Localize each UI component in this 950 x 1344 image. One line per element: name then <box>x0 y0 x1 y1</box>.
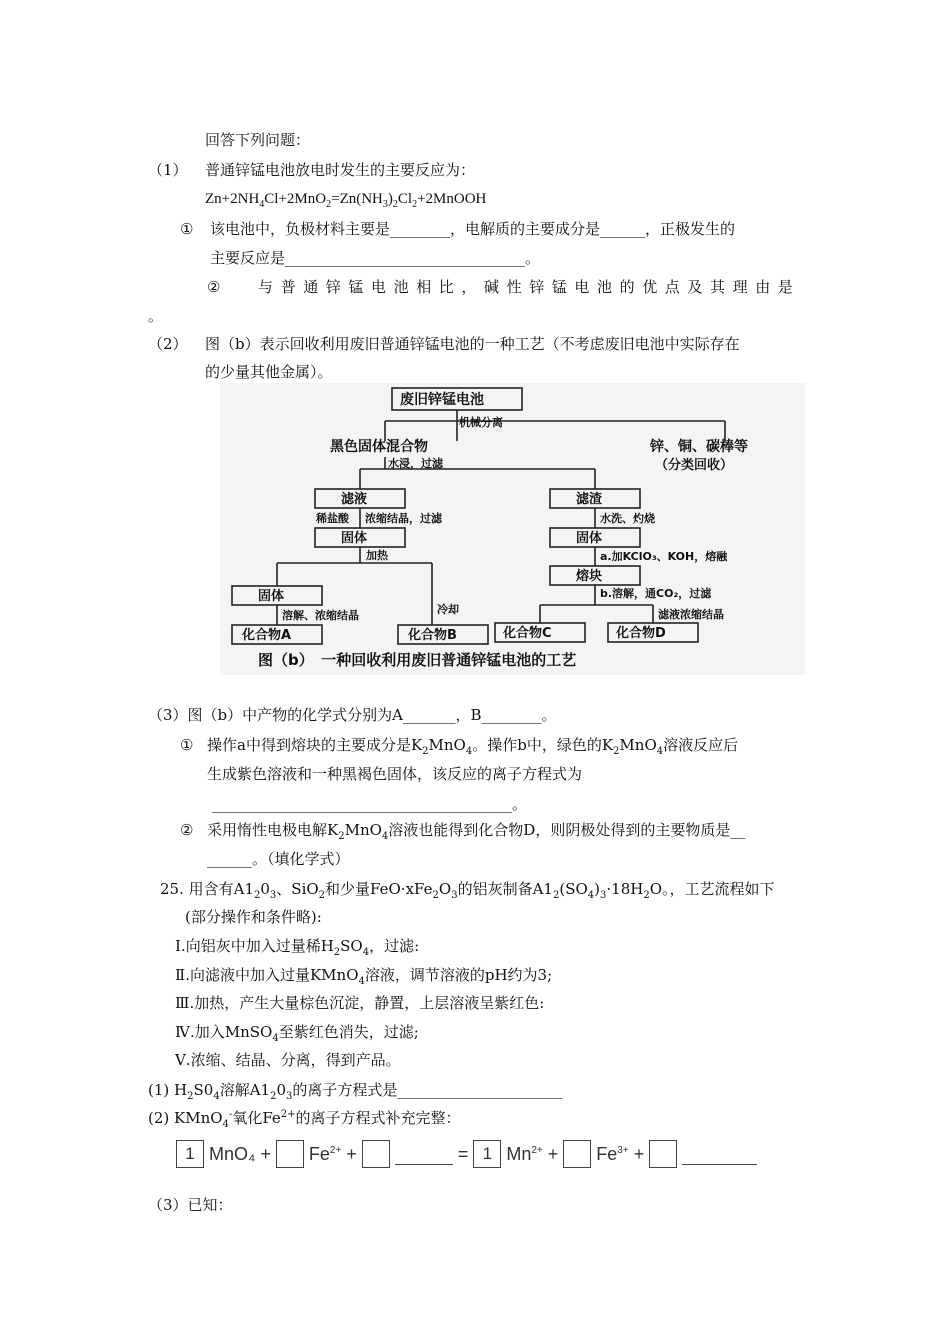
q25-step4: Ⅳ.加入MnSO$_4$至紫红色消失，过滤; <box>175 1023 419 1044</box>
flow-step-cool: 冷却 <box>437 603 459 616</box>
q25-stem: 25. 用含有$A1_20_3$、SiO$_2$和少量$FeO\cdot xFe_2O_3$的铝灰制备$A1_2(SO_4)_3\cdot 18H_2O$。，工艺流程如下 <box>160 880 775 901</box>
q3-s1-line3: ________________________________________。 <box>212 795 528 813</box>
flow-step-wash: 水洗、灼烧 <box>600 512 655 525</box>
flow-step-b: b.溶解，通CO₂，过滤 <box>600 587 712 600</box>
flow-melt: 熔块 <box>576 569 603 584</box>
q25-step3: Ⅲ.加热，产生大量棕色沉淀，静置，上层溶液呈紫红色: <box>175 994 545 1012</box>
q3-s2-line1: 采用惰性电极电解$K_2MnO_4$溶液也能得到化合物D，则阴极处得到的主要物质是__ <box>207 821 746 842</box>
intro-text: 回答下列问题： <box>205 131 311 149</box>
q3-line: （3）图（b）中产物的化学式分别为A_______，B________。 <box>148 706 557 724</box>
flow-residue: 滤渣 <box>576 492 603 507</box>
flow-step-soak: 水浸，过滤 <box>388 457 443 470</box>
process-flow-diagram <box>220 383 805 675</box>
q2-line2: 的少量其他金属）。 <box>205 363 333 381</box>
q25-part2: (2) KMnO$_4$-氧化$Fe^{2+}$的离子方程式补充完整： <box>148 1109 461 1130</box>
flow-step-mech: 机械分离 <box>459 416 503 429</box>
coefficient-box-blank1[interactable] <box>362 1140 390 1168</box>
plus-sign: + <box>346 1143 357 1164</box>
fe3-formula: $Fe^{3+}$ <box>596 1143 629 1164</box>
q25-step1: Ⅰ.向铝灰中加入过量稀$H_2SO_4$，过滤: <box>175 937 420 958</box>
q1-equation: $Zn+2NH_4Cl+2MnO_2=Zn(NH_3)_2Cl_2+2MnOOH$ <box>205 191 487 210</box>
q3-s1-line1: 操作a中得到熔块的主要成分是$K_2MnO_4$。操作b中，绿色的$K_2MnO_4$溶液反应后 <box>207 736 739 757</box>
flow-step-hcl: 稀盐酸 <box>316 512 349 525</box>
flow-top: 废旧锌锰电池 <box>400 392 484 408</box>
q1-number: （1） <box>148 161 188 179</box>
q25-step2: Ⅱ.向滤液中加入过量KMnO$_4$溶液，调节溶液的pH约为3; <box>175 966 553 987</box>
flow-step-heat: 加热 <box>366 549 388 562</box>
flow-step-dissolve: 溶解、浓缩结晶 <box>282 609 359 622</box>
coefficient-box-mn2: 1 <box>473 1140 501 1168</box>
flow-side-recycle2: （分类回收） <box>655 458 734 473</box>
coefficient-box-blank2[interactable] <box>649 1140 677 1168</box>
q2-line1: 图（b）表示回收利用废旧普通锌锰电池的一种工艺（不考虑废旧电池中实际存在 <box>205 335 740 353</box>
coefficient-box-fe3[interactable] <box>563 1140 591 1168</box>
flow-step-filtrate-conc: 滤液浓缩结晶 <box>658 608 724 621</box>
ionic-equation <box>176 1137 776 1171</box>
q3-s2-marker: ② <box>180 821 194 839</box>
flow-step-a: a.加KClO₃、KOH，熔融 <box>600 550 728 563</box>
q1-sub1-line1: 该电池中，负极材料主要是________，电解质的主要成分是______，正极发生的 <box>210 220 736 238</box>
flow-solid-r: 固体 <box>576 531 603 546</box>
q1-sub1-marker: ① <box>180 220 194 238</box>
flow-black-mix: 黑色固体混合物 <box>330 439 428 455</box>
q1-sub2-text: 与普通锌锰电池相比，碱性锌锰电池的优点及其理由是 <box>258 278 801 296</box>
flow-step-conc: 浓缩结晶，过滤 <box>365 512 442 525</box>
blank-species-1[interactable] <box>395 1144 453 1165</box>
flow-side-recycle: 锌、铜、碳棒等 <box>650 439 748 455</box>
mno4-formula: MnO₄ <box>209 1143 256 1164</box>
mn2-formula: $Mn^{2+}$ <box>506 1143 543 1164</box>
plus-sign: + <box>633 1143 645 1164</box>
plus-sign: + <box>547 1143 559 1164</box>
q25-step5: Ⅴ.浓缩、结晶、分离，得到产品。 <box>175 1051 401 1069</box>
flow-compound-a: 化合物A <box>242 628 292 643</box>
q2-number: （2） <box>148 335 188 353</box>
flow-filtrate: 滤液 <box>341 492 368 507</box>
q1-sub2-marker: ② <box>207 278 221 296</box>
flow-solid-l: 固体 <box>341 531 368 546</box>
coefficient-box-mno4: 1 <box>176 1140 204 1168</box>
flow-compound-d: 化合物D <box>616 626 666 641</box>
fe2-formula: $Fe^{2+}$ <box>308 1143 342 1164</box>
coefficient-box-fe2[interactable] <box>276 1140 304 1168</box>
q25-line2: (部分操作和条件略): <box>185 908 322 926</box>
q25-part3: （3）已知： <box>148 1196 233 1214</box>
q1-sub1-line2: 主要反应是________________________________。 <box>210 249 541 267</box>
flow-compound-b: 化合物B <box>408 628 457 643</box>
flow-solid-ll: 固体 <box>258 589 285 604</box>
q1-stem: 普通锌锰电池放电时发生的主要反应为： <box>205 161 476 179</box>
q3-s1-line2: 生成紫色溶液和一种黑褐色固体，该反应的离子方程式为 <box>207 765 583 783</box>
blank-species-2[interactable] <box>682 1144 757 1165</box>
flow-compound-c: 化合物C <box>503 626 552 641</box>
q25-part1: (1) $H_2S0_4$溶解$A1_20_3$的离子方程式是______________________ <box>148 1081 563 1102</box>
q3-s2-line2: ______。（填化学式） <box>207 850 350 868</box>
flow-caption: 图（b） 一种回收利用废旧普通锌锰电池的工艺 <box>258 651 577 669</box>
equals-sign: = <box>457 1143 469 1164</box>
q3-s1-marker: ① <box>180 736 194 754</box>
plus-sign: + <box>260 1143 271 1164</box>
q1-sub2-tail: 。 <box>148 307 164 325</box>
